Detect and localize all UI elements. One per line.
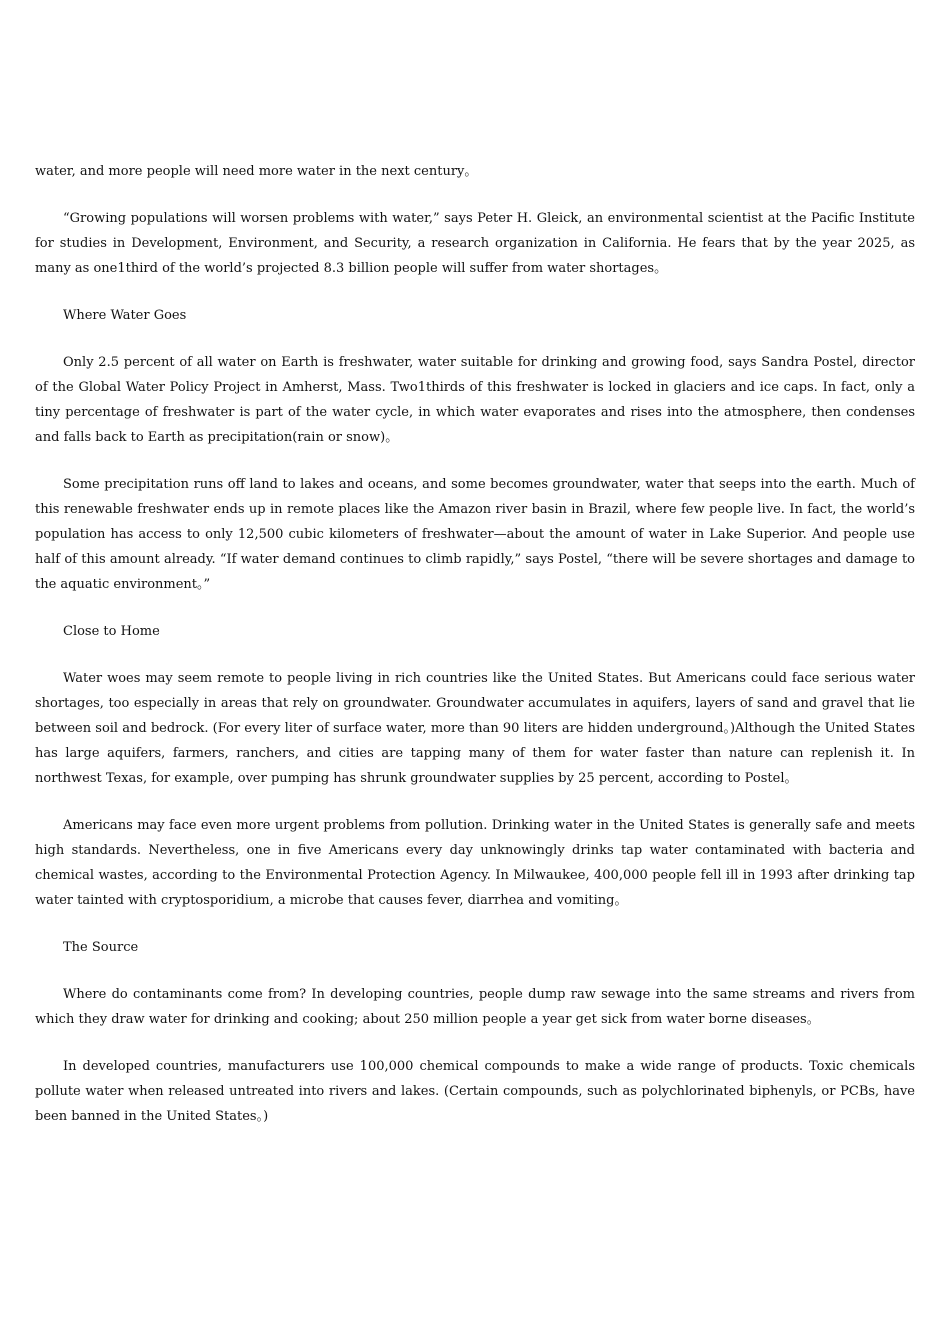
paragraph-chemical-compounds: In developed countries, manufacturers use 100,000 chemical compounds to make a wide range of products. Toxic chemicals pollute water when released untreated into rivers and lakes. (Certain compounds, such as polychlorinated biphenyls, or PCBs, have been banned in the United States。) [35, 1059, 915, 1124]
paragraph-freshwater-share: Only 2.5 percent of all water on Earth is freshwater, water suitable for drinking and growing food, says Sandra Postel, director of the Global Water Policy Project in Amherst, Mass. Two1thirds of this freshwater is locked in glaciers and ice caps. In fact, only a tiny percentage of freshwater is part of the water cycle, in which water evaporates and rises into the atmosphere, then condenses and falls back to Earth as precipitation(rain or snow)。 [35, 355, 915, 445]
section-heading-where-water-goes: Where Water Goes [63, 308, 187, 323]
paragraph-gleick-quote: “Growing populations will worsen problems with water,” says Peter H. Gleick, an environmental scientist at the Pacific Institute for studies in Development, Environment, and Security, a research organization in California. He fears that by the year 2025, as many as one1third of the world’s projected 8.3 billion people will suffer from water shortages。 [35, 211, 915, 276]
section-heading-close-to-home: Close to Home [63, 624, 160, 639]
section-heading-the-source: The Source [63, 940, 139, 955]
paragraph-continuation: water, and more people will need more water in the next century。 [35, 164, 478, 179]
paragraph-contaminants: Where do contaminants come from? In developing countries, people dump raw sewage into the same streams and rivers from which they draw water for drinking and cooking; about 250 million people a year get sick from water borne diseases。 [35, 987, 915, 1027]
paragraph-precipitation: Some precipitation runs off land to lakes and oceans, and some becomes groundwater, water that seeps into the earth. Much of this renewable freshwater ends up in remote places like the Amazon river basin in Brazil, where few people live. In fact, the world’s population has access to only 12,500 cubic kilometers of freshwater—about the amount of water in Lake Superior. And people use half of this amount already. “If water demand continues to climb rapidly,” says Postel, “there will be severe shortages and damage to the aquatic environment。” [35, 477, 915, 592]
paragraph-pollution: Americans may face even more urgent problems from pollution. Drinking water in the United States is generally safe and meets high standards. Nevertheless, one in five Americans every day unknowingly drinks tap water contaminated with bacteria and chemical wastes, according to the Environmental Protection Agency. In Milwaukee, 400,000 people fell ill in 1993 after drinking tap water tainted with cryptosporidium, a microbe that causes fever, diarrhea and vomiting。 [35, 818, 915, 908]
paragraph-groundwater: Water woes may seem remote to people living in rich countries like the United States. But Americans could face serious water shortages, too especially in areas that rely on groundwater. Groundwater accumulates in aquifers, layers of sand and gravel that lie between soil and bedrock. (For every liter of surface water, more than 90 liters are hidden underground。)Although the United States has large aquifers, farmers, ranchers, and cities are tapping many of them for water faster than nature can replenish it. In northwest Texas, for example, over pumping has shrunk groundwater supplies by 25 percent, according to Postel。 [35, 671, 915, 786]
document-body [35, 159, 915, 1151]
